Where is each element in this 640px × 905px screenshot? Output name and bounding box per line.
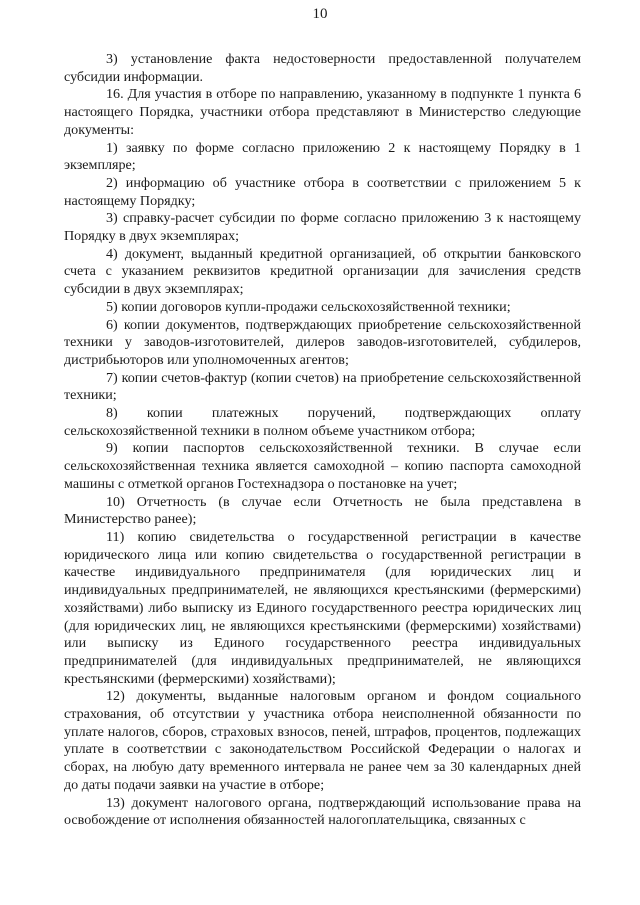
page-number: 10: [312, 6, 328, 22]
list-item-8: 8) копии платежных поручений, подтверждающих оплату сельскохозяйственной техники в полном объеме участником отбора;: [64, 405, 581, 439]
list-item-10: 10) Отчетность (в случае если Отчетность не была представлена в Министерство ранее);: [64, 493, 581, 528]
list-item-7: 7) копии счетов-фактур (копии счетов) на приобретение сельскохозяйственной техники;: [64, 369, 581, 404]
document-body: [64, 51, 581, 830]
list-item-2: 2) информацию об участнике отбора в соответствии с приложением 5 к настоящему Порядку;: [64, 174, 581, 209]
list-item-11: 11) копию свидетельства о государственной регистрации в качестве юридического лица или копию свидетельства о государственной регистрации в качестве индивидуального предпринимателя (для юридических лиц и индивидуальных предпринимателей, не являющихся крестьянскими (фермерскими) хозяйствами) либо выписку из Единого государственного реестра юридических лиц (для юридических лиц, не являющихся крестьянскими (фермерскими) хозяйствами) или выписку из Единого государственного реестра индивидуальных предпринимателей (для индивидуальных предпринимателей, не являющихся крестьянскими (фермерскими) хозяйствами);: [64, 528, 581, 687]
list-item-9: 9) копии паспортов сельскохозяйственной техники. В случае если сельскохозяйственная техника является самоходной – копию паспорта самоходной машины с отметкой органов Гостехнадзора о постановке на учет;: [64, 440, 581, 492]
list-item-13: 13) документ налогового органа, подтверждающий использование права на освобождение от исполнения обязанностей налогоплательщика, связанных с: [64, 794, 581, 829]
list-item-4: 4) документ, выданный кредитной организацией, об открытии банковского счета с указанием реквизитов кредитной организации для зачисления средств субсидии в двух экземплярах;: [64, 245, 581, 298]
list-item-12: 12) документы, выданные налоговым органом и фондом социального страхования, об отсутствии у участника отбора неисполненной обязанности по уплате налогов, сборов, страховых взносов, пеней, штрафов, процентов, подлежащих уплате в соответствии с законодательством Российской Федерации о налогах и сборах, на любую дату временного интервала не ранее чем за 30 календарных дней до даты подачи заявки на участие в отборе;: [64, 688, 581, 793]
list-item-5: 5) копии договоров купли-продажи сельскохозяйственной техники;: [106, 298, 511, 315]
list-item-3: 3) справку-расчет субсидии по форме согласно приложению 3 к настоящему Порядку в двух экземплярах;: [64, 210, 581, 245]
paragraph-clause-16: 16. Для участия в отборе по направлению, указанному в подпункте 1 пункта 6 настоящего Порядка, участники отбора представляют в Министерство следующие документы:: [64, 86, 581, 138]
list-item-1: 1) заявку по форме согласно приложению 2 к настоящему Порядку в 1 экземпляре;: [64, 139, 581, 174]
list-item-6: 6) копии документов, подтверждающих приобретение сельскохозяйственной техники у заводов-изготовителей, дилеров заводов-изготовителей, субдилеров, дистрибьюторов или уполномоченных агентов;: [64, 316, 581, 368]
paragraph-item-3-conclusion: 3) установление факта недостоверности предоставленной получателем субсидии информации.: [64, 51, 581, 85]
